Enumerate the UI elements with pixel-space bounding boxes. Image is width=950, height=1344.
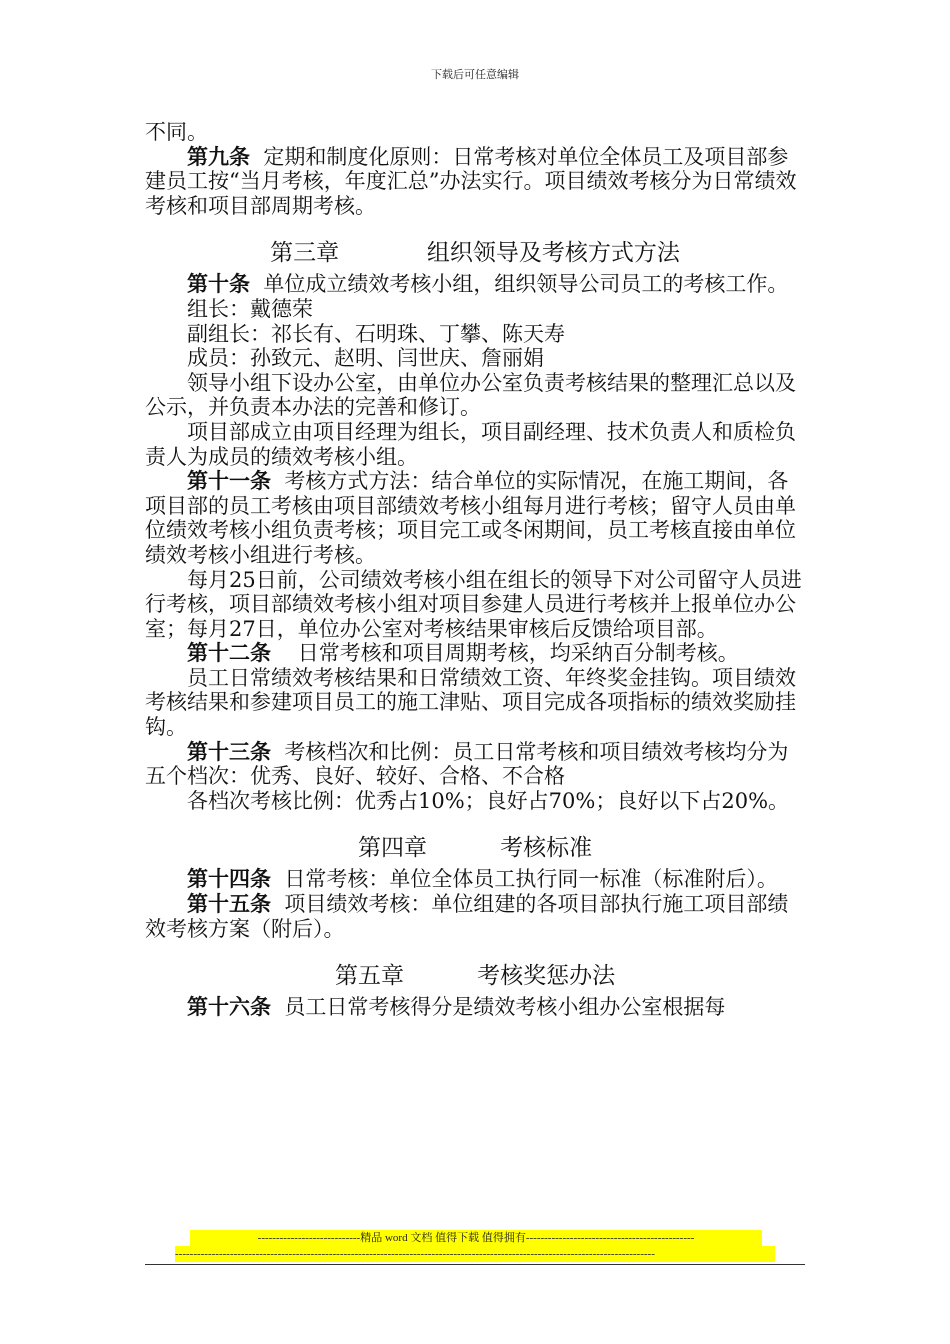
paragraph: [145, 272, 805, 297]
paragraph-text: 单位成立绩效考核小组，组织领导公司员工的考核工作。: [250, 272, 789, 297]
chapter-heading: [145, 961, 805, 991]
page-header: 下载后可任意编辑: [431, 68, 519, 81]
chapter-gap: [404, 963, 477, 989]
chapter-number: 第五章: [334, 963, 404, 990]
paragraph-text: 不同。: [145, 120, 208, 144]
article-label: 第十条: [187, 271, 250, 297]
footer-banner-primary: ----------------------------精品 word 文档 值得下载 值得拥有----------------------------------------------: [190, 1230, 762, 1246]
paragraph: [145, 469, 805, 567]
paragraph: [145, 666, 805, 740]
article-label: 第十四条: [187, 866, 271, 892]
paragraph-text: 各档次考核比例：优秀占10%；良好占70%；良好以下占20%。: [187, 788, 790, 813]
document-body: [145, 120, 805, 1020]
article-label: 第十一条: [187, 468, 271, 494]
paragraph: [145, 120, 805, 145]
paragraph: [145, 297, 805, 322]
paragraph: [145, 145, 805, 219]
paragraph: [145, 420, 805, 469]
chapter-gap: [427, 835, 500, 861]
paragraph: [145, 867, 805, 892]
paragraph: [145, 995, 805, 1020]
chapter-title: 组织领导及考核方式方法: [426, 240, 680, 267]
footer-rule: [145, 1264, 805, 1265]
chapter-number: 第四章: [357, 835, 427, 862]
paragraph-text: 员工日常绩效考核结果和日常绩效工资、年终奖金挂钩。项目绩效考核结果和参建项目员工的施工津贴、项目完成各项指标的绩效奖励挂钩。: [145, 665, 796, 740]
paragraph-text: 成员：孙致元、赵明、闫世庆、詹丽娟: [187, 346, 544, 371]
paragraph: [145, 346, 805, 371]
paragraph-text: 日常考核：单位全体员工执行同一标准（标准附后）。: [271, 867, 778, 892]
paragraph: [145, 568, 805, 642]
chapter-title: 考核标准: [500, 835, 593, 862]
paragraph-text: 日常考核和项目周期考核，均采纳百分制考核。: [271, 641, 739, 666]
paragraph-text: 每月25日前，公司绩效考核小组在组长的领导下对公司留守人员进行考核，项目部绩效考核小组对项目参建人员进行考核并上报单位办公室；每月27日，单位办公室对考核结果审核后反馈给项目部。: [145, 567, 802, 641]
paragraph: [145, 789, 805, 814]
paragraph-text: 定期和制度化原则：日常考核对单位全体员工及项目部参建员工按“当月考核，年度汇总”办法实行。项目绩效考核分为日常绩效考核和项目部周期考核。: [145, 144, 797, 218]
article-label: 第九条: [187, 143, 250, 169]
paragraph-text: 考核方式方法：结合单位的实际情况，在施工期间，各项目部的员工考核由项目部绩效考核小组每月进行考核；留守人员由单位绩效考核小组负责考核；项目完工或冬闲期间，员工考核直接由单位绩效考核小组进行考核。: [145, 469, 796, 567]
paragraph: [145, 892, 805, 941]
paragraph-text: 副组长：祁长有、石明珠、丁攀、陈天寿: [187, 321, 565, 346]
footer-banner-secondary: -----------------------------------------------------------------------------------------------------------------------------------: [175, 1246, 775, 1262]
paragraph-text: 考核档次和比例：员工日常考核和项目绩效考核均分为五个档次：优秀、良好、较好、合格、不合格: [145, 739, 789, 789]
paragraph: [145, 740, 805, 789]
article-label: 第十三条: [187, 738, 271, 764]
article-label: 第十五条: [187, 891, 271, 917]
paragraph-text: 项目部成立由项目经理为组长，项目副经理、技术负责人和质检负责人为成员的绩效考核小组。: [145, 419, 796, 469]
article-label: 第十二条: [187, 640, 271, 666]
article-label: 第十六条: [187, 994, 271, 1020]
paragraph: [145, 641, 805, 666]
chapter-heading: [145, 833, 805, 863]
chapter-heading: [145, 238, 805, 268]
chapter-number: 第三章: [270, 240, 340, 267]
paragraph-text: 组长：戴德荣: [187, 296, 313, 321]
paragraph: [145, 371, 805, 420]
paragraph-text: 项目绩效考核：单位组建的各项目部执行施工项目部绩效考核方案（附后）。: [145, 892, 789, 941]
paragraph: [145, 322, 805, 347]
paragraph-text: 员工日常考核得分是绩效考核小组办公室根据每: [271, 995, 726, 1020]
chapter-gap: [339, 240, 427, 266]
paragraph-text: 领导小组下设办公室，由单位办公室负责考核结果的整理汇总以及公示，并负责本办法的完善和修订。: [145, 370, 796, 420]
chapter-title: 考核奖惩办法: [477, 963, 616, 990]
